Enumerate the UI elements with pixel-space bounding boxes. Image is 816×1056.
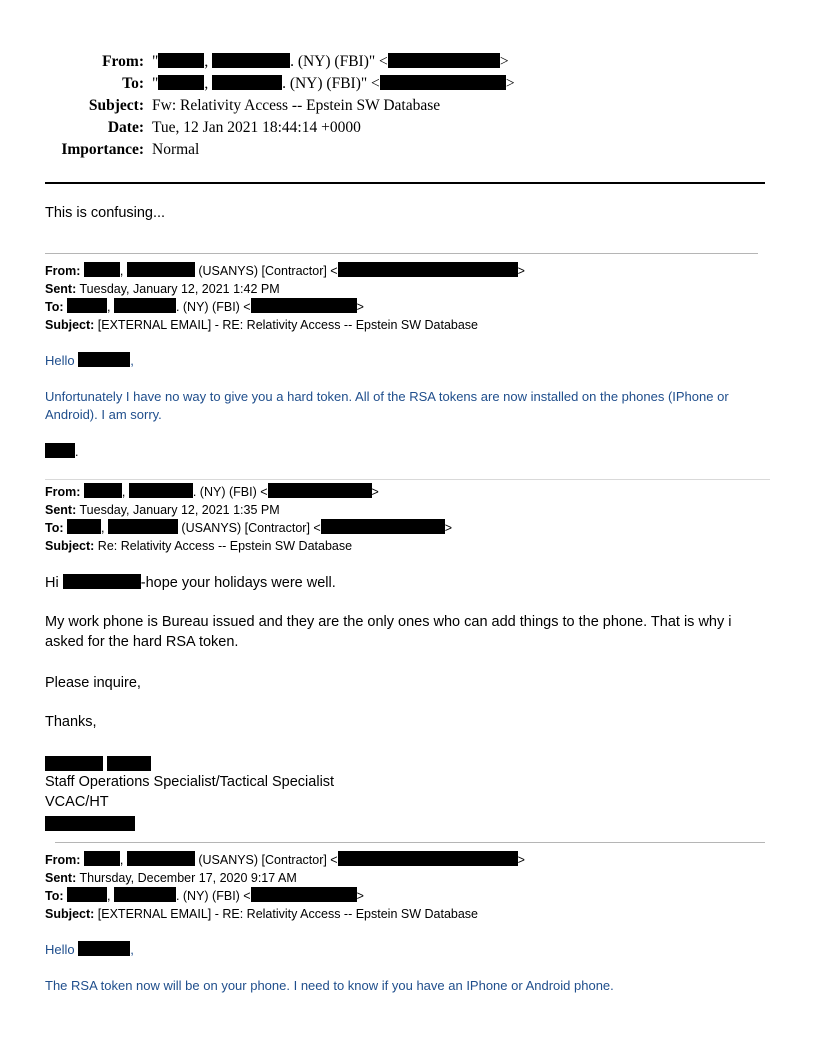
msg3-to: To: , . (NY) (FBI) < > <box>45 889 364 903</box>
msg2-subject: Subject: Re: Relativity Access -- Epstein SW Database <box>45 539 353 553</box>
msg2-para2: Please inquire, <box>45 675 141 691</box>
redaction <box>108 519 178 534</box>
msg2-para-line1: My work phone is Bureau issued and they are the only ones who can add things to the phone. That is why i <box>45 614 732 630</box>
msg2-para-line2: asked for the hard RSA token. <box>45 634 239 650</box>
msg2-to: To: , (USANYS) [Contractor] < > <box>45 521 453 535</box>
redaction <box>84 262 120 277</box>
message-divider <box>45 253 758 254</box>
redaction <box>380 75 506 90</box>
redaction <box>212 53 290 68</box>
redaction <box>127 262 195 277</box>
msg1-para-line1: Unfortunately I have no way to give you a hard token. All of the RSA tokens are now installed on the phones (IPhone or <box>45 389 729 404</box>
header-to-value: " , . (NY) (FBI)" < > <box>152 75 515 92</box>
redaction <box>338 851 518 866</box>
redaction <box>114 298 176 313</box>
msg2-sig-unit: VCAC/HT <box>45 794 109 810</box>
header-importance-row <box>4 141 764 163</box>
redaction <box>251 887 357 902</box>
msg2-sig-title: Staff Operations Specialist/Tactical Specialist <box>45 774 335 790</box>
msg2-greeting: Hi -hope your holidays were well. <box>45 575 336 591</box>
header-from-label: From: <box>102 53 144 70</box>
header-date-value: Tue, 12 Jan 2021 18:44:14 +0000 <box>152 119 361 136</box>
redaction <box>129 483 193 498</box>
redaction <box>127 851 195 866</box>
msg3-para: The RSA token now will be on your phone. I need to know if you have an IPhone or Android phone. <box>45 978 614 993</box>
msg2-sent: Sent: Tuesday, January 12, 2021 1:35 PM <box>45 503 280 517</box>
redaction <box>78 352 130 367</box>
redaction <box>107 756 151 771</box>
message-divider <box>55 842 765 843</box>
message-divider <box>45 479 770 480</box>
msg3-from: From: , (USANYS) [Contractor] < > <box>45 853 525 867</box>
msg1-sent: Sent: Tuesday, January 12, 2021 1:42 PM <box>45 282 280 296</box>
redaction <box>158 53 204 68</box>
msg1-subject: Subject: [EXTERNAL EMAIL] - RE: Relativity Access -- Epstein SW Database <box>45 318 478 332</box>
header-divider <box>45 182 765 184</box>
header-importance-label: Importance: <box>61 141 144 158</box>
msg3-subject: Subject: [EXTERNAL EMAIL] - RE: Relativity Access -- Epstein SW Database <box>45 907 478 921</box>
redaction <box>63 574 141 589</box>
redaction <box>212 75 282 90</box>
redaction <box>321 519 445 534</box>
redaction <box>67 519 101 534</box>
msg1-signature: . <box>45 443 78 461</box>
redaction <box>251 298 357 313</box>
redaction <box>67 298 107 313</box>
msg1-greeting: Hello , <box>45 353 134 368</box>
redaction <box>388 53 500 68</box>
header-subject-label: Subject: <box>88 97 144 114</box>
header-to-row <box>4 75 764 97</box>
redaction <box>268 483 372 498</box>
msg1-from: From: , (USANYS) [Contractor] < > <box>45 264 525 278</box>
redaction <box>158 75 204 90</box>
redaction <box>45 756 103 771</box>
redaction <box>45 816 135 831</box>
msg3-sent: Sent: Thursday, December 17, 2020 9:17 AM <box>45 871 297 885</box>
msg2-from: From: , . (NY) (FBI) < > <box>45 485 379 499</box>
msg2-sig-name <box>45 756 151 773</box>
msg2-sig-contact <box>45 816 135 833</box>
msg3-greeting: Hello , <box>45 942 134 957</box>
body-text: This is confusing... <box>45 205 166 221</box>
redaction <box>78 941 130 956</box>
header-from-value: " , . (NY) (FBI)" < > <box>152 53 509 70</box>
msg1-para-line2: Android). I am sorry. <box>45 407 162 422</box>
header-subject-value: Fw: Relativity Access -- Epstein SW Database <box>152 97 441 114</box>
redaction <box>338 262 518 277</box>
header-date-label: Date: <box>107 119 144 136</box>
header-to-label: To: <box>122 75 144 92</box>
redaction <box>84 851 120 866</box>
header-from-row <box>4 53 764 75</box>
redaction <box>67 887 107 902</box>
msg1-to: To: , . (NY) (FBI) < > <box>45 300 364 314</box>
header-importance-value: Normal <box>152 141 200 158</box>
redaction <box>45 443 75 458</box>
redaction <box>114 887 176 902</box>
msg2-para3: Thanks, <box>45 714 97 730</box>
redaction <box>84 483 122 498</box>
header-date-row <box>4 119 764 141</box>
header-subject-row <box>4 97 764 119</box>
